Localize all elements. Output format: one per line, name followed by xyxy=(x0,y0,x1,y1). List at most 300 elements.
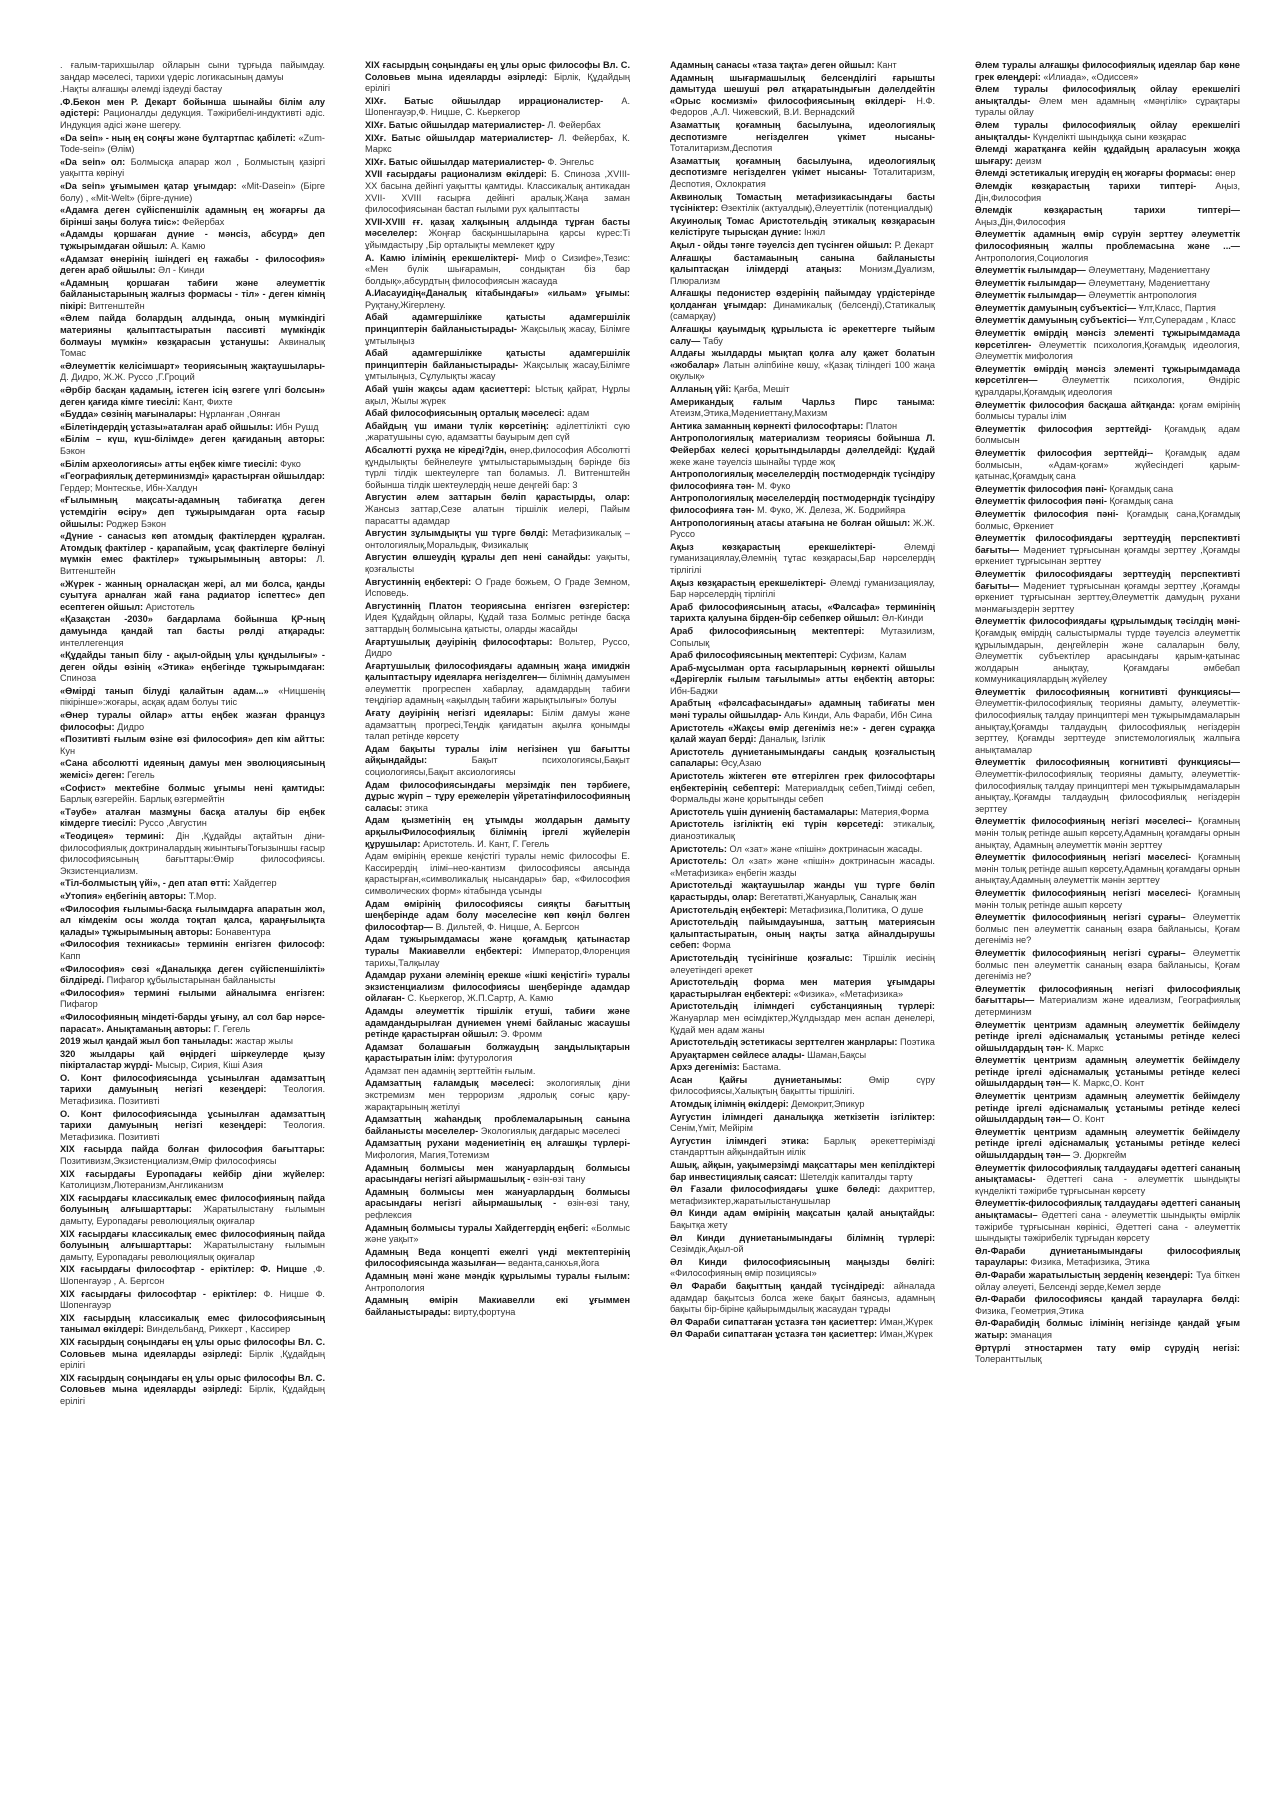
answer-text: Тоталитаризм,Деспотия xyxy=(670,143,773,154)
qa-entry xyxy=(670,348,935,383)
qa-entry xyxy=(365,253,630,288)
answer-text: Нұрланған ,Оянған xyxy=(199,409,281,420)
qa-entry xyxy=(60,878,325,890)
question-text: Арабтың «фәлсафасындағы» адамның табиғаты мен мәні туралы ойшылдар- xyxy=(670,698,935,721)
qa-entry xyxy=(60,1229,325,1264)
question-text: Августин әлем заттарын бөліп қарастырды, олар: xyxy=(365,492,630,503)
qa-entry xyxy=(670,60,935,72)
question-text: «Будда» сөзінің мағыналары: xyxy=(60,409,197,420)
qa-entry xyxy=(60,313,325,359)
qa-entry xyxy=(365,492,630,527)
answer-text: Руссо ,Августин xyxy=(138,818,207,829)
question-text: Антика заманның көрнекті философтары: xyxy=(670,420,864,431)
question-text: Алғашқы педонистер өздерінің пайымдау үрдістерінде қолданған ұғымдар: xyxy=(670,288,935,310)
column-1 xyxy=(60,60,325,1771)
answer-text: Ол «зат» және «пішін» доктринасын жасады. xyxy=(729,843,923,854)
qa-entry xyxy=(975,1055,1240,1090)
answer-text: «Ницшенің пікірінше»:жоғары, асқақ адам болуы тиіс xyxy=(60,685,325,708)
question-text: XIX ғасырдағы философтар - еріктілер: Ф. Ницше xyxy=(60,1264,308,1275)
answer-text: Мәдениет тұрғысынан қоғамды зерттеу ,Қоғамды өркениет тұрғысынан зерттеу,Әлеуметтік дамудың рухани мәнмағыздерін зерттеу xyxy=(975,580,1240,614)
qa-entry xyxy=(670,156,935,191)
qa-entry xyxy=(60,614,325,649)
answer-text: Антропология,Социология xyxy=(975,252,1089,263)
question-text: «Позитивті ғылым өзіне өзі философия» деп кім айтты: xyxy=(60,734,325,745)
qa-entry xyxy=(975,496,1240,508)
qa-entry xyxy=(975,888,1240,911)
qa-entry xyxy=(975,1198,1240,1244)
question-text: Августиннің еңбектері: xyxy=(365,576,472,587)
qa-entry xyxy=(670,240,935,252)
answer-text: Аристотель. И. Кант, Г. Гегель xyxy=(423,838,550,849)
qa-entry xyxy=(670,1317,935,1329)
qa-entry xyxy=(60,891,325,903)
answer-text: С. Кьеркегор, Ж.П.Сартр, А. Камю xyxy=(407,993,554,1004)
qa-entry xyxy=(60,531,325,577)
answer-text: Ұлт,Класс, Партия xyxy=(1138,302,1216,313)
answer-text: Материя,Форма xyxy=(860,806,929,817)
question-text: Әл Фараби сипаттаған ұстазға тән қасиеттер: xyxy=(670,1329,878,1340)
answer-text: Ол «зат» және «пішін» доктринасын жасады. «Метафизика» еңбегін жазды xyxy=(670,856,935,878)
question-text: Антропологиялық материализм теориясы бойынша Л. Фейербах келесі қорытындыларды дәлелдейді: Құдай xyxy=(670,433,935,455)
answer-text: Л. Фейербах, К. Маркс xyxy=(365,132,630,155)
qa-entry xyxy=(365,552,630,575)
qa-entry xyxy=(975,120,1240,143)
question-text: Әлеуметтік философияның когнитивті функциясы— xyxy=(975,686,1240,697)
question-text: Араб-мұсылман орта ғасырларының көрнекті ойшылы «Дәрігерлік ғылым тағылымы» атты еңбектің авторы: xyxy=(670,662,935,685)
question-text: Әлемді эстетикалық игерудің ең жоғарғы формасы: xyxy=(975,168,1213,179)
answer-text: Ыстық қайрат, Нұрлы ақыл, Жылы жүрек xyxy=(365,384,630,406)
question-text: Адам тұжырымдамасы және қоғамдық қатынастар туралы Макиавелли еңбектері: xyxy=(365,934,630,956)
question-text: Августиннің Платон теориясына енгізген өзгерістер: xyxy=(365,600,630,611)
question-text: «Ғылымның мақсаты-адамның табиғатқа деген үстемдігін өсіру» деп тұжырымдаған орта ғасыр ойшылы: xyxy=(60,495,325,529)
answer-text: Л. Фейербах xyxy=(547,119,601,130)
qa-entry xyxy=(670,384,935,396)
question-text: Аруақтармен сөйлесе алады- xyxy=(670,1049,805,1060)
question-text: Әл Фараби сипаттаған ұстазға тән қасиеттер: xyxy=(670,1316,878,1327)
answer-text: Әлеуметтік-философиялық теорияны дамыту, әлеуметтік-философиялық талдау принциптері мен тұжырымдамаларын анықтау,Қоғамды талдаудың философиялық негіздерін зерттеу, Қоғамды зерттеуде эпистемологиялық жалпыға анықтамалар xyxy=(975,698,1240,755)
qa-entry xyxy=(975,328,1240,363)
answer-text: А. Шопенгауэр,Ф. Ницше, С. Кьеркегор xyxy=(365,95,630,118)
qa-entry xyxy=(60,459,325,471)
qa-entry xyxy=(670,1062,935,1074)
qa-entry xyxy=(670,469,935,492)
question-text: XIXғ. Батыс ойшылдар материалистер- xyxy=(365,156,545,167)
answer-text: Иман,Жүрек xyxy=(879,1329,933,1340)
question-text: «Адамға деген сүйіспеншілік адамның ең жоғарғы да бірінші заңы болуға тиіс»: xyxy=(60,205,325,227)
qa-entry xyxy=(60,1337,325,1372)
answer-text: Қағба, Мешіт xyxy=(733,384,790,395)
qa-entry xyxy=(365,1247,630,1270)
qa-entry xyxy=(975,181,1240,204)
qa-entry xyxy=(670,324,935,347)
answer-text: Пифагор xyxy=(60,999,98,1010)
qa-entry xyxy=(670,216,935,239)
answer-text: Латын әліпбиіне көшу, «Қазақ тіліндегі 100 жаңа оқулық» xyxy=(670,359,935,382)
question-text: Аристотель: xyxy=(670,843,727,854)
answer-text: Капп xyxy=(60,950,81,961)
question-text: Адамның болмысы мен жануарлардың болмысы арасындағы негізгі айырмашылық - xyxy=(365,1162,630,1185)
question-text: Әлеуметтік ғылымдар— xyxy=(975,277,1086,288)
answer-text: Қоғамдық сана,Қоғамдық болмыс, Өркениет xyxy=(975,508,1240,531)
answer-text: «Zum-Tode-sein» (Өлім) xyxy=(60,132,325,155)
answer-text: Қоғамның мәнін толық ретінде ашып көрсету,Адамның қоғамдағы орнын анықтау, Адамның әлеуметтік мәнін зерттеу xyxy=(975,816,1240,850)
qa-entry xyxy=(365,288,630,311)
question-text: Алғашқы қауымдық құрылыста іс әрекеттерге тыйым салу— xyxy=(670,324,935,346)
qa-entry xyxy=(60,385,325,408)
qa-entry xyxy=(365,1114,630,1137)
qa-entry xyxy=(60,60,325,83)
question-text: А. Камю ілімінің ерекшеліктері- xyxy=(365,252,519,263)
answer-text: Фейербах xyxy=(182,216,225,227)
question-text: Ағартушылық дәуірінің философтары: xyxy=(365,636,553,647)
answer-text: Э. Фромм xyxy=(500,1029,543,1040)
qa-entry xyxy=(365,1295,630,1318)
answer-text: әділеттілікті сүю ,жаратушыны сүю, адамзатты бауырым деп сүй xyxy=(365,420,630,443)
qa-entry xyxy=(365,899,630,934)
qa-entry xyxy=(60,579,325,614)
answer-text: вирту,фортуна xyxy=(453,1306,516,1317)
answer-text: Позитивизм,Экзистенциализм,Өмір философиясы xyxy=(60,1156,277,1167)
answer-text: Руқтану,Жігерлену. xyxy=(365,299,446,310)
qa-entry xyxy=(975,205,1240,228)
answer-text: Дін ,Құдайды ақтайтын діни-философиялық доктриналардың жиынтығыТоғызыншы ғасыр философиясының бағыттары:Өмір философиясы. Экзистенциализм. xyxy=(60,831,325,876)
answer-text: жастар жылы xyxy=(235,1036,293,1047)
question-text: XIX ғасырда пайда болған философия бағыттары: xyxy=(60,1144,325,1155)
question-text: Әлеуметтік философияның негізгі сұрағы– xyxy=(975,912,1186,923)
answer-text: Н.Ф. Федоров ,А.Л. Чижевский, В.И. Вернадский xyxy=(670,95,935,118)
qa-entry xyxy=(60,181,325,204)
qa-entry xyxy=(670,253,935,288)
question-text: «Қазақстан -2030» бағдарлама бойынша ҚР-ның дамуында қандай тап басты рөлді атқарады: xyxy=(60,614,325,636)
question-text: Антропологияның атасы атағына не болған ойшыл: xyxy=(670,517,911,528)
question-text: Абай үшін жақсы адам қасиеттері: xyxy=(365,384,531,395)
qa-entry xyxy=(365,934,630,969)
answer-text: Әлемді гуманизациялау, Бар нәрселердің тірлігілі xyxy=(670,577,935,600)
answer-text: Інжіл xyxy=(803,227,826,238)
qa-entry xyxy=(975,303,1240,315)
answer-text: . ғалым-тарихшылар ойларын сыни тұрғыда пайымдау. заңдар мәселесі, тарихи үдеріс логикасының дамуы xyxy=(60,60,325,82)
answer-text: Барлық өзгерейін. Барлық өзгермейтін xyxy=(60,794,225,805)
answer-text: қоғам өмірінің болмысы туралы ілім xyxy=(975,399,1240,422)
question-text: Әлемдік көзқарастың тарихи типтері- xyxy=(975,180,1197,191)
qa-entry xyxy=(60,904,325,939)
question-text: Аристотель үшін дүниенің бастамалары: xyxy=(670,806,859,817)
answer-text: интеллегенция xyxy=(60,637,124,648)
qa-entry xyxy=(365,1006,630,1041)
qa-entry xyxy=(365,637,630,660)
answer-text: Адам өмірінің ерекше кеңістігі туралы неміс философы Е. Кассирердің ілімі–нео-кантизм философиясы аясында қарастырған,«символикалық нысандары» бар, «Философия символических форм» кітабында үсынды xyxy=(365,851,630,896)
answer-text: веданта,санкхья,йога xyxy=(508,1258,600,1269)
answer-text: Платон xyxy=(865,420,898,431)
qa-entry xyxy=(975,1091,1240,1126)
answer-text: айналада адамдар бақытсыз болса жеке бақыт баянсыз, адамның бақыты бір-біріне қайырымдылық жасаудан тұрады xyxy=(670,1280,935,1315)
question-text: Августин зұлымдықты үш түрге бөлді: xyxy=(365,528,549,539)
answer-text: Монизм,Дуализм, Плюрализм xyxy=(670,264,935,286)
qa-entry xyxy=(670,1099,935,1111)
qa-entry xyxy=(670,1050,935,1062)
question-text: Адам бақыты туралы ілім негізінен үш бағытты айқындайды: xyxy=(365,743,630,766)
qa-entry xyxy=(975,1020,1240,1055)
question-text: Әлем туралы философиялық ойлау ерекшелігі анықталды- xyxy=(975,84,1240,106)
answer-text: Жануарлар мен өсімдіктер,Жұлдыздар мен аспан денелері, Құдай мен адам жаны xyxy=(670,1012,935,1035)
question-text: «Философияның міндеті-барды ұғыну, ал сол бар нәрсе-парасат». Анықтаманың авторы: xyxy=(60,1011,325,1034)
qa-entry xyxy=(670,1208,935,1231)
qa-entry xyxy=(365,157,630,169)
answer-text: Сенім,Үміт, Мейірім xyxy=(670,1123,753,1134)
qa-entry xyxy=(365,661,630,707)
qa-entry xyxy=(60,1193,325,1228)
answer-text: Бастама. xyxy=(742,1062,782,1073)
question-text: Аугустин ілімндегі даналыққа жеткізетін ізгіліктер: xyxy=(670,1111,935,1122)
answer-text: Қоғамдық адам болмысын xyxy=(975,423,1240,446)
qa-entry xyxy=(975,984,1240,1019)
answer-text: Тоталитаризм, Деспотия, Охлократия xyxy=(670,167,935,189)
qa-entry xyxy=(365,1223,630,1246)
qa-entry xyxy=(670,433,935,468)
question-text: Аристотельдің ілімндегі субстанцияның түрлері: xyxy=(670,1001,935,1012)
qa-entry xyxy=(670,1001,935,1036)
answer-text: Динамикалық (белсенді),Статикалық (самарқау) xyxy=(670,299,935,322)
question-text: «Da sein» ұғымымен қатар ұғымдар: xyxy=(60,180,237,191)
qa-entry xyxy=(975,229,1240,264)
answer-text: Л. Витгенштейн xyxy=(60,554,325,576)
answer-text: Әлеуметтану, Мәдениеттану xyxy=(1088,277,1210,288)
question-text: А.Иасауидің«Даналық кітабындағы» «ильам» ұғымы: xyxy=(365,288,630,299)
qa-entry xyxy=(60,422,325,434)
question-text: XIX ғасырдағы Еуропадағы кейбір діни жүйелер: xyxy=(60,1168,325,1179)
question-text: Ақыз көзқарастың ерекшеліктері- xyxy=(670,577,826,588)
qa-entry xyxy=(670,626,935,649)
qa-entry xyxy=(60,434,325,457)
qa-entry xyxy=(60,758,325,781)
question-text: Абсалютті рухқа не кіреді?дін, xyxy=(365,445,507,455)
qa-entry xyxy=(365,312,630,347)
question-text: Ағату дәуірінің негізгі идеялары: xyxy=(365,708,534,719)
answer-text: Барлық әрекеттерімізді стандарттын айқындайтын иілік xyxy=(670,1135,935,1158)
question-text: Адамзаттың ғаламдық мәселесі: xyxy=(365,1078,535,1089)
answer-text: экологиялық діни экстремизм мен терроризм ,ядролық соғыс қару-жарақтарының жетілуі xyxy=(365,1078,630,1112)
qa-entry xyxy=(975,400,1240,423)
qa-entry xyxy=(60,471,325,494)
qa-entry xyxy=(60,988,325,1011)
question-text: «Адамзат өнерінің ішіндегі ең ғажабы - философия» деген араб ойшылы: xyxy=(60,253,325,276)
question-text: Әлеуметтік философияның негізгі мәселесі- xyxy=(975,852,1192,863)
question-text: Әлеуметтік дамуының субъектісі— xyxy=(975,302,1137,313)
answer-text: деизм xyxy=(1015,155,1042,166)
question-text: Алланың үйі: xyxy=(670,384,732,395)
question-text: Аристотельдің пайымдауынша, заттың материясын қалыптастыратын, оның нақты затқа айналдырушы себеп: xyxy=(670,917,935,951)
answer-text: Өсу,Азаю xyxy=(721,758,762,769)
answer-text: Адамзат пен адамнің зерттейтін ғылым. xyxy=(365,1065,536,1076)
answer-text: Материализм және идеализм, Географиялық детерминизм xyxy=(975,995,1240,1017)
question-text: Әлемді жаратқанға кейін құдайдың араласуын жоққа шығару: xyxy=(975,144,1240,166)
question-text: Адамзаттың рухани мәдениетінің ең алғашқы түрлері- xyxy=(365,1138,630,1149)
answer-text: Демокрит,Эпикур xyxy=(791,1099,865,1110)
qa-entry xyxy=(670,1160,935,1183)
answer-text: уақыты, қозғалысты xyxy=(365,552,630,574)
qa-entry xyxy=(365,1187,630,1222)
qa-entry xyxy=(670,602,935,625)
qa-entry xyxy=(975,948,1240,983)
answer-text: Бақытқа жету xyxy=(670,1220,728,1230)
qa-entry xyxy=(60,939,325,962)
column-3 xyxy=(670,60,935,1771)
question-text: Әлем туралы алғашқы философиялық идеялар бар көне грек өлеңдері: xyxy=(975,60,1240,82)
question-text: Абай адамгершілікке қатысты адамгершілік принциптерін байланыстырады- xyxy=(365,312,630,335)
answer-text: В. Дильтей, Ф. Ницше, А. Бергсон xyxy=(435,921,580,932)
question-text: Әлем туралы философиялық ойлау ерекшелігі анықталды- xyxy=(975,119,1240,142)
qa-entry xyxy=(670,856,935,879)
question-text: Әлеуметтік философияның негізгі мәселесі-- xyxy=(975,816,1192,827)
qa-entry xyxy=(365,445,630,491)
question-text: Абайдың үш имани түлік көрсетінің: xyxy=(365,420,549,431)
question-text: Әл Кинди адам өмірінің мақсатын қалай анықтайды: xyxy=(670,1208,935,1219)
answer-text: О Граде божьем, О Граде Земном, Исповедь. xyxy=(365,576,630,599)
answer-text: Аңыз, Дін,Философия xyxy=(975,180,1240,203)
answer-text: Физика, Метафизика, Этика xyxy=(1030,1257,1150,1268)
question-text: «Софист» мектебіне болмыс ұғымы нені қамтиды: xyxy=(60,782,325,793)
qa-entry xyxy=(365,1078,630,1113)
question-text: XIXғ. Батыс ойшылдар иррационалистер- xyxy=(365,95,604,106)
answer-text: Фуко xyxy=(280,458,301,469)
answer-text: Қоғамдық сана xyxy=(1109,483,1174,494)
answer-text: Әлеуметтану, Мәдениеттану xyxy=(1088,265,1210,276)
answer-text: Шетелдік капиталды тарту xyxy=(799,1171,913,1182)
qa-entry xyxy=(365,348,630,383)
question-text: XIX ғасырдың классикалық емес философиясының танымал өкілдері: xyxy=(60,1312,325,1335)
qa-entry xyxy=(670,397,935,420)
qa-entry xyxy=(60,1264,325,1287)
qa-entry xyxy=(670,1233,935,1256)
question-text: Азаматтық қоғамның басылуына, идеологиялық деспотизмге негізделген үкімет нысаны- xyxy=(670,119,935,142)
qa-entry xyxy=(670,1257,935,1280)
qa-entry xyxy=(365,133,630,156)
answer-text: Жаратылыстану ғылымын дамыту, Еуропадағы революциялық оқиғалар xyxy=(60,1204,325,1226)
question-text: Адам философиясындағы мерзімдік пен тәрбиеге, дұрыс жүріп – тұру ережелерін үйретатінфилософияның саласы: xyxy=(365,779,630,813)
qa-entry xyxy=(60,686,325,709)
question-text: Әл-Фараби дүниетанымындағы философиялық тараулары: xyxy=(975,1245,1240,1268)
qa-entry xyxy=(670,1184,935,1207)
answer-text: Суфизм, Калам xyxy=(839,650,907,661)
answer-text: Дидро xyxy=(117,721,145,732)
qa-entry xyxy=(975,60,1240,83)
answer-text: Аквиналық Томас xyxy=(60,336,325,359)
column-2 xyxy=(365,60,630,1771)
qa-entry xyxy=(60,1373,325,1408)
answer-text: этика xyxy=(404,802,429,813)
question-text: Араб философиясының мектептері: xyxy=(670,650,838,661)
question-text: Адамның шығармашылық белсенділігі ғарышты дамытуда шешуші рөл атқаратындығын дәлелдейтін «Орыс космизмі» философиясының өкілдері- xyxy=(670,72,935,106)
answer-text: «Болмыс және уақыт» xyxy=(365,1222,630,1245)
answer-text: өзін-өзі тану xyxy=(532,1174,586,1185)
qa-entry xyxy=(670,723,935,746)
question-text: Әлеуметтік өмірдің мәнсіз элементі тұжырымдамада көрсетілген- xyxy=(975,328,1240,350)
qa-entry xyxy=(365,601,630,636)
qa-entry xyxy=(670,1281,935,1316)
answer-text: Өмір сүру философиясы,Халықтың бақытты тіршілігі. xyxy=(670,1074,935,1097)
answer-text: өнер,философия Абсолютті құндылықты бейнелеуге ұмтылыстарымыздың бәрінде біз түрлі тілдік шектеулерге тап боламыз. Л. Витгенштейн бойынша тілдік шектеулердің неше деңгейі бар: 3 xyxy=(365,445,630,490)
question-text: Аристотель ізгіліктің екі түрін көрсетеді: xyxy=(670,819,884,830)
answer-text: Антропология xyxy=(365,1282,425,1293)
question-text: Әлеуметтік философиялық талдаудағы әдеттегі сананың анықтамасы- xyxy=(975,1162,1240,1185)
answer-text: Виндельбанд, Риккерт , Кассирер xyxy=(146,1324,291,1335)
question-text: Әлеуметтік адамның өмір сүруін зерттеу әлеуметтік философияның жалпы проблемасына және ...— xyxy=(975,229,1240,251)
qa-entry xyxy=(365,1138,630,1161)
qa-entry xyxy=(975,315,1240,327)
answer-text: Г. Гегель xyxy=(213,1023,251,1034)
question-text: Адам қызметінің ең ұтымды жолдарын дамыту арқылыФилософиялық білімнің іргелі жүйелерін құрушылар: xyxy=(365,815,630,849)
question-text: Әлеуметтік центризм адамның әлеуметтік бейімделу ретінде іргелі әдіснамалық ұстанымы ретінде келесі ойшылдардың тән— xyxy=(975,1126,1240,1161)
question-text: Ағартушылық философиядағы адамның жаңа имиджін қалыптастыру идеяларға негізделген— xyxy=(365,660,630,683)
answer-text: Поэтика xyxy=(899,1037,935,1048)
question-text: «Da sein» ол: xyxy=(60,156,126,167)
answer-text: Бонавентура xyxy=(215,926,271,937)
qa-entry xyxy=(670,747,935,770)
answer-text: Ұлт,Суперадам , Класс xyxy=(1138,315,1236,326)
answer-text: Мифология, Магия,Тотемизм xyxy=(365,1150,490,1161)
question-text: Асан Қайғы дүниетанымы: xyxy=(670,1074,842,1085)
answer-text: Спиноза xyxy=(60,673,97,684)
qa-entry xyxy=(365,169,630,215)
question-text: «Адамды қоршаған дүние - мәнсіз, абсурд» деп тұжырымдаған ойшыл: xyxy=(60,229,325,251)
answer-text: Даналық, Ізгілік xyxy=(758,734,826,745)
question-text: О. Конт философиясында ұсынылған адамзаттың тарихи дамуының негізгі кезеңдері: xyxy=(60,1072,325,1095)
question-text: XVII-XVIII ғғ. қазақ халқының алдында тұрған басты мәселелер: xyxy=(365,216,630,239)
question-text: «Әлеуметтік келісімшарт» теориясының жақтаушылары- xyxy=(60,360,325,371)
answer-text: Бақыт психологиясы,Бақыт социологиясы,Бақыт аксиологиясы xyxy=(365,755,630,778)
answer-text: Жақсылық жасау,Білімге ұмтылыңыз, Сұлулықты жасау xyxy=(365,359,630,382)
qa-entry xyxy=(670,663,935,698)
answer-text: Өзектілік (актуалдық),Әлеуеттілік (потенциалдық) xyxy=(720,203,933,214)
question-text: Әл Кинди дүниетанымындағы білімнің түрлері: xyxy=(670,1232,935,1243)
qa-entry xyxy=(975,144,1240,167)
question-text: Әлеуметтік дамуының субъектісі— xyxy=(975,315,1137,326)
answer-text: Шаман,Бақсы xyxy=(807,1049,867,1060)
qa-entry xyxy=(670,192,935,215)
qa-entry xyxy=(975,816,1240,851)
answer-text: Әдеттегі сана - әлеуметтік шындықты өмірлік тәжірибе тұрғысынан көрінісі, Әдеттегі сана - әлеуметтік шындықты тәжірибелік тұрғыдан көрсету xyxy=(975,1210,1240,1244)
question-text: Аристотельдің эстетикасы зерттелген жанрлары: xyxy=(670,1037,898,1048)
answer-text: М. Фуко, Ж. Делеза, Ж. Бодрийяра xyxy=(756,504,906,515)
answer-text: эманация xyxy=(1010,1329,1052,1340)
qa-entry xyxy=(60,734,325,757)
answer-text: Витгенштейн xyxy=(89,300,145,311)
qa-entry xyxy=(975,84,1240,119)
answer-text: Вольтер, Руссо, Дидро xyxy=(365,636,630,659)
answer-text: Әлеуметтік антропология xyxy=(1088,290,1197,301)
answer-text: өзін-өзі тану, рефлексия xyxy=(365,1198,630,1220)
qa-entry xyxy=(60,495,325,530)
answer-text: ,Ф. Шопенгауэр , А. Бергсон xyxy=(60,1264,325,1286)
qa-entry xyxy=(975,757,1240,815)
question-text: Әлеуметтік центризм адамның әлеуметтік бейімделу ретінде іргелі әдіснамалық ұстанымы ретінде келесі ойшылдардың тән— xyxy=(975,1055,1240,1089)
qa-entry xyxy=(975,168,1240,180)
answer-text: Табу xyxy=(702,335,723,346)
answer-text: Әлем мен адамның «мәңгілік» сұрақтары туралы ойлау xyxy=(975,95,1240,118)
qa-entry xyxy=(670,421,935,433)
question-text: XIX ғасырдың соңындағы ең ұлы орыс философы Вл. С. Соловьев мына идеяларды әзірледі: xyxy=(365,60,630,82)
answer-text: Қоғамдық өмірдің салыстырмалы түрде тәуелсіз әлеуметтік құрылымдарын, деңгейлерін және салаларын бөлу, Әлеуметтік субъектілер арасындағы қарым-қатынас жолдарын анықтау, Қоғамдағы әмбебап коммуникациялардың жүйелеу xyxy=(975,627,1240,685)
answer-text: Миф о Сизифе»,Тезис: «Мен бүлік шығарамын, сондықтан біз бар болдық»,абсурдтың философиясын жасауда xyxy=(365,252,630,286)
question-text: «Адамның қоршаған табиғи және әлеуметтік байланыстарының жалғыз формасы - тіл» - деген кімнің пікірі: xyxy=(60,277,325,311)
answer-text: Форма xyxy=(702,940,731,951)
answer-text: Толеранттылық xyxy=(975,1354,1042,1365)
question-text: Ақыз көзқарастың ерекшеліктері- xyxy=(670,541,876,552)
qa-entry xyxy=(365,217,630,252)
question-text: «Утопия» еңбегінің авторы: xyxy=(60,890,187,901)
answer-text: А. Камю xyxy=(170,240,206,251)
qa-entry xyxy=(365,120,630,132)
